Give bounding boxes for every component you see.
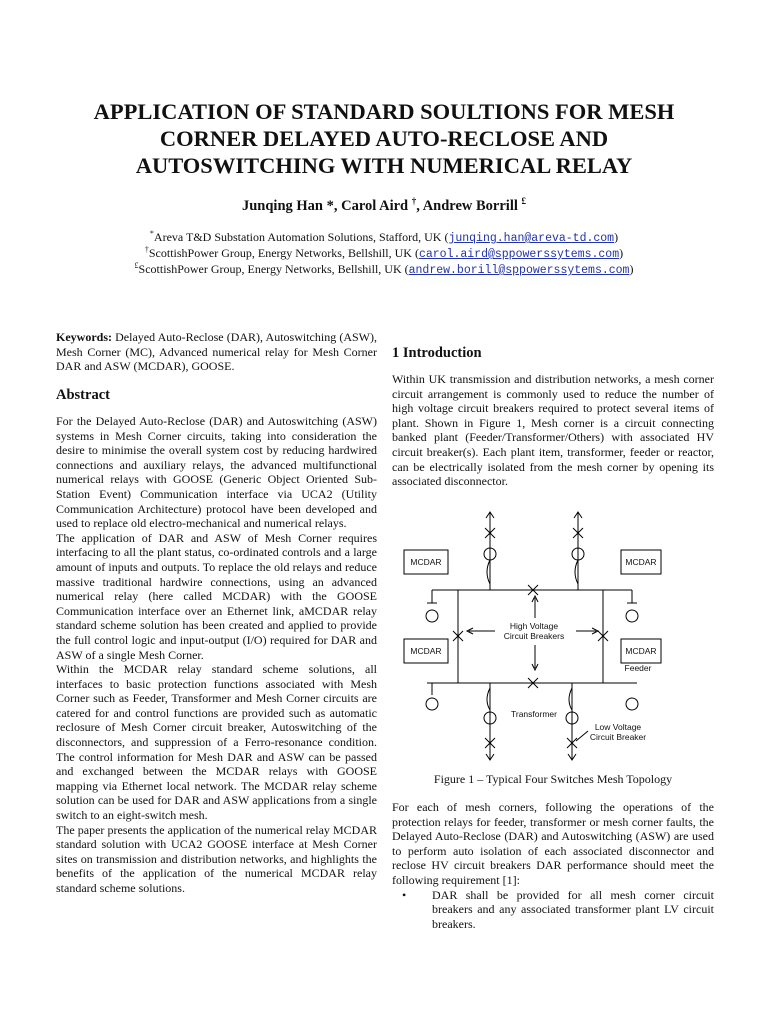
mcdar-label: MCDAR — [410, 646, 442, 656]
hv-breakers-label-line-1: High Voltage — [509, 621, 559, 631]
author-borrill-mark: £ — [521, 196, 527, 206]
author-aird-mark: † — [411, 196, 417, 206]
affiliation-text: Areva T&D Substation Automation Solutions, Stafford, UK ( — [153, 230, 449, 244]
author-borrill: Andrew Borrill — [422, 198, 522, 214]
paper-title — [40, 98, 728, 179]
introduction-paragraph-1: Within UK transmission and distribution networks, a mesh corner circuit arrangement is commonly used to reduce the number of high voltage circuit breakers required to protect several items of plant. Shown in Figure 1, Mesh corner is a circuit connecting banked plant (Feeder/Transformer/Others) with associated HV circuit breaker(s). Each plant item, transformer, feeder or reactor, can be electrically isolated from the mesh corner by opening its associated disconnector. — [392, 372, 714, 489]
mcdar-label: MCDAR — [625, 557, 657, 567]
bullet-symbol: • — [402, 887, 407, 902]
requirement-bullet — [392, 888, 714, 932]
vt-right-bottom — [626, 698, 638, 710]
affiliation-text: ScottishPower Group, Energy Networks, Bellshill, UK ( — [148, 246, 419, 260]
mcdar-label: MCDAR — [625, 646, 657, 656]
lv-breaker-label-line-1: Low Voltage — [594, 722, 642, 732]
affiliation-mark: £ — [134, 261, 139, 270]
affiliation-1 — [60, 229, 708, 245]
affiliation-close: ) — [619, 246, 624, 260]
affiliation-mark: † — [144, 245, 149, 254]
abstract-heading: Abstract — [56, 387, 110, 403]
hv-breakers-label-line-2: Circuit Breakers — [503, 631, 565, 641]
vt-right-top — [626, 610, 638, 622]
title-line-2: CORNER DELAYED AUTO-RECLOSE AND — [159, 126, 609, 151]
abstract-paragraph-4: The paper presents the application of the numerical relay MCDAR standard solution with UCA2 GOOSE interface at Mesh Corner sites on transmission and distribution networks, and highlights the benefits of the application of the numerical MCDAR relay standard scheme solutions. — [56, 822, 377, 895]
vt-left-bottom — [426, 698, 438, 710]
author-aird: Carol Aird — [341, 198, 412, 214]
mcdar-label: MCDAR — [410, 557, 442, 567]
introduction-paragraph-2-text: For each of mesh corners, following the operations of the protection relays for feeder, transformer or mesh corner faults, the Delayed Auto-Reclose (DAR) and Autoswitching (ASW) are used to perform auto isolation of each associated disconnector and reclose HV circuit breakers DAR performance should meet the following requirement [1]: — [392, 800, 714, 887]
abstract-paragraph-1: For the Delayed Auto-Reclose (DAR) and Autoswitching (ASW) systems in Mesh Corner circuits, taking into consideration the desire to minimise the overall system cost by reducing hardwired connections and auxiliary relays, the advanced multifunctional numerical relays with GOOSE (Generic Object Oriented Sub-Station Event) Communication interface via UCA2 (Utility Communication Architecture) protocol have been developed and used to replace old electro-mechanical and numerical relays. — [56, 414, 377, 531]
title-line-1: APPLICATION OF STANDARD SOULTIONS FOR MESH — [93, 99, 675, 124]
abstract-paragraph-3: Within the MCDAR relay standard scheme solutions, all interfaces to basic protection functions associated with Mesh Corner such as Feeder, Transformer and Mesh Corner circuits are catered for and control functions are provided such as automatic reclosure of Mesh Corner circuit breaker, Autoswitching of the disconnectors, and suppression of a Ferro-resonance condition. The control information for Mesh DAR and ASW can be passed and exchanged between the MCDAR relays with GOOSE mapping via Ethernet local network. The MCDAR relay scheme solution can be used for DAR and ASW applications from a single switch to an eight-switch mesh. — [56, 662, 377, 823]
author-separator: , — [416, 198, 423, 214]
keywords-text: Delayed Auto-Reclose (DAR), Autoswitching (ASW), Mesh Corner (MC), Advanced numerical relay for Mesh Corner DAR and ASW (MCDAR), GOOSE. — [56, 330, 377, 374]
affiliation-mark: * — [149, 229, 154, 238]
mesh-topology-figure — [392, 510, 714, 765]
author-list — [40, 196, 728, 215]
affiliation-2 — [60, 245, 708, 261]
email-link[interactable]: andrew.borill@sppowerssytems.com — [408, 264, 630, 277]
email-link[interactable]: carol.aird@sppowerssytems.com — [418, 248, 620, 261]
bullet-text: DAR shall be provided for all mesh corner circuit breakers and any associated transformer plant LV circuit breakers. — [432, 887, 714, 931]
vt-left-top — [426, 610, 438, 622]
introduction-heading: 1 Introduction — [392, 345, 482, 361]
affiliation-close: ) — [629, 262, 634, 276]
transformer-label: Transformer — [511, 709, 557, 719]
feeder-label: Feeder — [624, 663, 652, 673]
lv-breaker-label-line-2: Circuit Breaker — [589, 732, 647, 742]
figure-caption: Figure 1 – Typical Four Switches Mesh Topology — [433, 772, 673, 786]
email-link[interactable]: junqing.han@areva-td.com — [448, 232, 615, 245]
abstract-paragraph-2: The application of DAR and ASW of Mesh Corner requires interfacing to all the plant status, co-ordinated controls and a large amount of inputs and outputs. To replace the old relays and reduce massive traditional hardwire connections, using an advanced numerical relay (here called MCDAR) with the GOOSE Communication interface over an Ethernet link, aMCDAR relay standard scheme solution has been created and applied to provide the full control logic and input-output (I/O) required for DAR and ASW of a single Mesh Corner. — [56, 530, 377, 662]
title-line-3: AUTOSWITCHING WITH NUMERICAL RELAY — [135, 153, 633, 178]
keywords — [56, 330, 377, 374]
author-han: Junqing Han *, — [241, 198, 342, 214]
introduction-paragraph-2 — [392, 800, 714, 931]
keywords-label: Keywords: — [56, 330, 112, 344]
abstract-body — [56, 414, 377, 896]
affiliation-3 — [60, 261, 708, 277]
affiliation-text: ScottishPower Group, Energy Networks, Bellshill, UK ( — [138, 262, 409, 276]
affiliation-close: ) — [614, 230, 619, 244]
